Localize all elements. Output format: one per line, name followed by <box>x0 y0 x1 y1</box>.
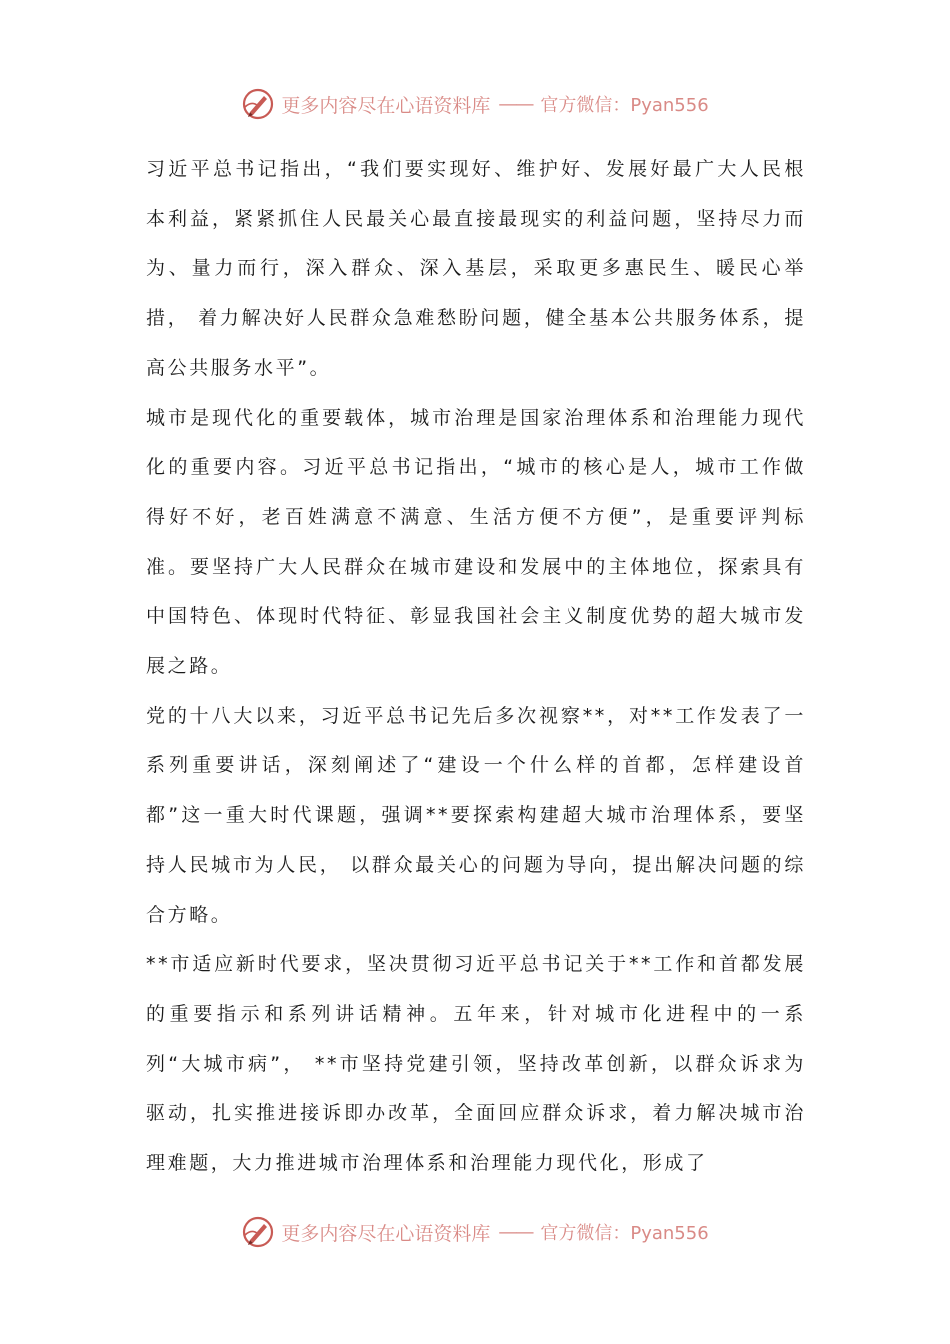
pen-logo-icon <box>241 1215 275 1249</box>
pen-logo-icon <box>241 87 275 121</box>
watermark-wechat-text: 官方微信：Pyan556 <box>540 1223 709 1244</box>
watermark-separator: —— <box>498 93 533 115</box>
watermark-main-text: 更多内容尽在心语资料库 <box>281 94 491 117</box>
watermark-main-text: 更多内容尽在心语资料库 <box>281 1222 491 1245</box>
header-watermark <box>0 84 950 124</box>
paragraph-4: **市适应新时代要求，坚决贯彻习近平总书记关于**工作和首都发展的重要指示和系列讲话精神。五年来，针对城市化进程中的一系列“大城市病”， **市坚持党建引领，坚持改革创新，以群众诉求为驱动，扎实推进接诉即办改革，全面回应群众诉求，着力解决城市治理难题，大力推进城市治理体系和治理能力现代化，形成了 <box>146 953 806 1175</box>
paragraph-2: 城市是现代化的重要载体，城市治理是国家治理体系和治理能力现代化的重要内容。习近平总书记指出，“城市的核心是人，城市工作做得好不好，老百姓满意不满意、生活方便不方便”，是重要评判标准。要坚持广大人民群众在城市建设和发展中的主体地位，探索具有中国特色、体现时代特征、彰显我国社会主义制度优势的超大城市发展之路。 <box>146 406 806 678</box>
document-body <box>146 145 806 1189</box>
footer-watermark <box>0 1212 950 1252</box>
paragraph-1: 习近平总书记指出，“我们要实现好、维护好、发展好最广大人民根本利益，紧紧抓住人民最关心最直接最现实的利益问题，坚持尽力而为、量力而行，深入群众、深入基层，采取更多惠民生、暖民心举措， 着力解决好人民群众急难愁盼问题，健全基本公共服务体系，提高公共服务水平”。 <box>146 158 806 379</box>
paragraph-3: 党的十八大以来，习近平总书记先后多次视察**，对**工作发表了一系列重要讲话，深刻阐述了“建设一个什么样的首都，怎样建设首都”这一重大时代课题，强调**要探索构建超大城市治理体系，要坚持人民城市为人民， 以群众最关心的问题为导向，提出解决问题的综合方略。 <box>146 704 806 926</box>
watermark-wechat-text: 官方微信：Pyan556 <box>540 95 709 116</box>
watermark-separator: —— <box>498 1221 533 1243</box>
